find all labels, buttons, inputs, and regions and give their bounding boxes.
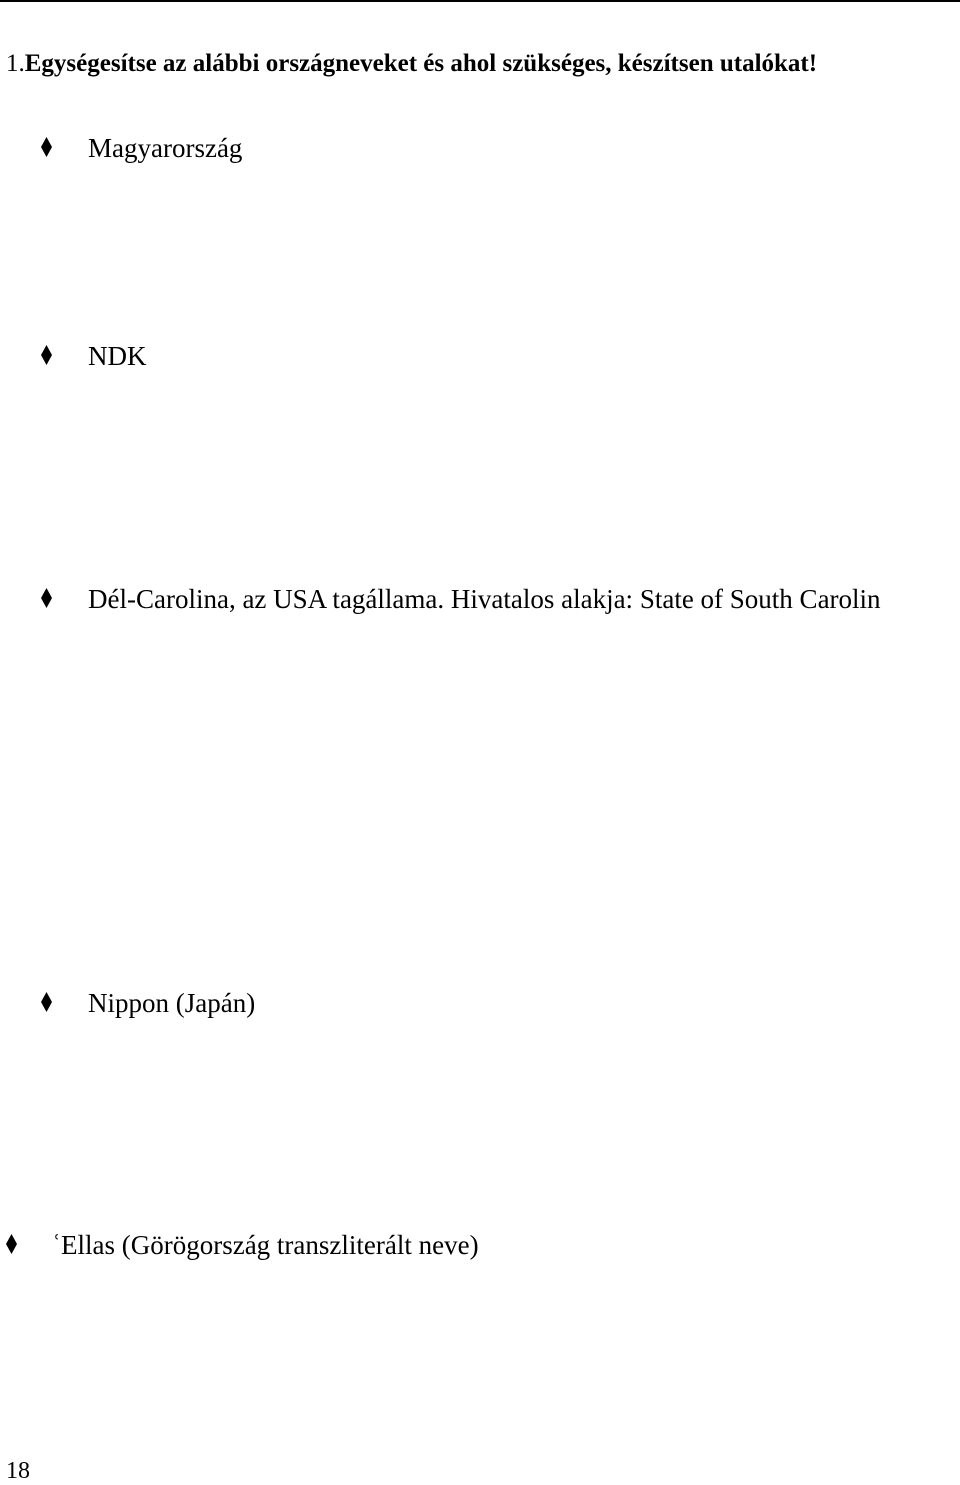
page-number: 18: [6, 1458, 30, 1484]
list-item-text: Nippon (Japán): [88, 988, 256, 1018]
diamond-bullet-icon: [41, 137, 52, 157]
list-item-del-carolina: [0, 581, 960, 617]
question-text: Egységesítse az alábbi országneveket és ahol szükséges, készítsen utalókat!: [24, 50, 818, 77]
diamond-bullet-icon: [6, 1234, 17, 1254]
list-item-magyarorszag: [0, 130, 960, 166]
list-item-text: Magyarország: [88, 133, 243, 163]
diamond-bullet-icon: [41, 992, 52, 1012]
list-item-text: ʿEllas (Görögország transzliterált neve): [52, 1230, 479, 1260]
list-item-text: Dél-Carolina, az USA tagállama. Hivatalos alakja: State of South Carolin: [88, 584, 881, 614]
list-item-ndk: [0, 338, 960, 374]
list-item-text: NDK: [88, 341, 147, 371]
question-number: 1.: [6, 50, 25, 77]
top-rule: [0, 0, 960, 2]
list-item-nippon: [0, 985, 960, 1021]
list-item-ellas: [0, 1227, 960, 1263]
diamond-bullet-icon: [41, 588, 52, 608]
question-heading: [6, 50, 817, 78]
diamond-bullet-icon: [41, 345, 52, 365]
